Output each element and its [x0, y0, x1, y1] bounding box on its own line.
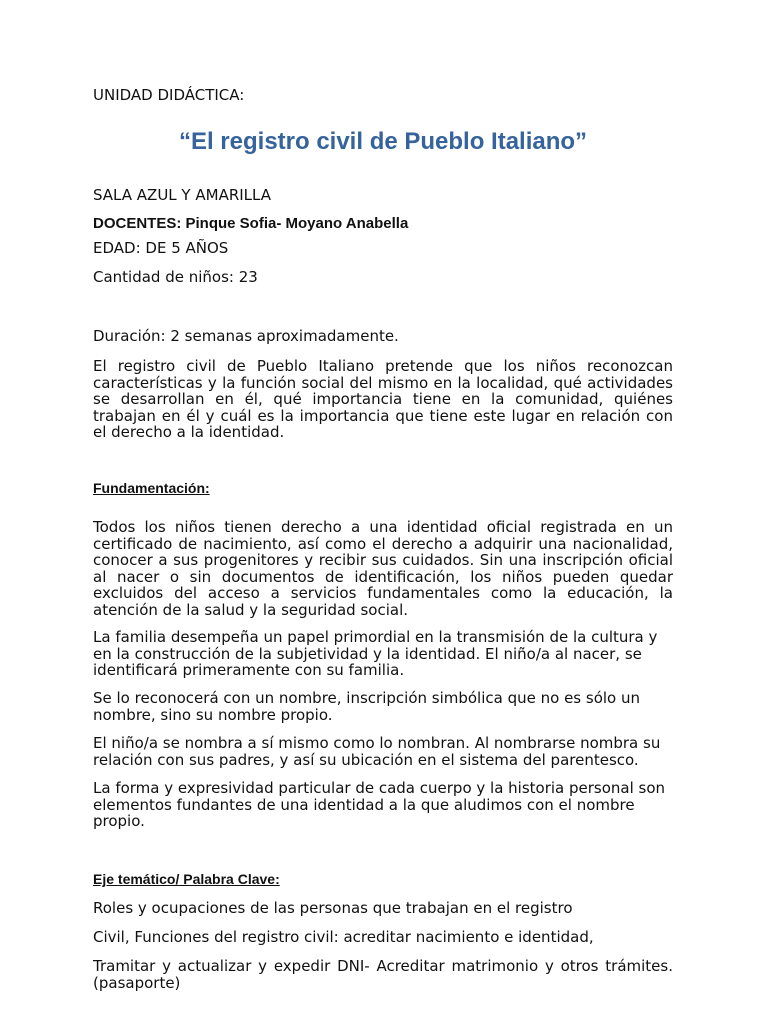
fundamentacion-paragraph-1: Todos los niños tienen derecho a una identidad oficial registrada en un certificado de nacimiento, así como el derecho a adquirir una nacionalidad, conocer a sus progenitores y recibir sus cuidados. Sin una inscripción oficial al nacer o sin documentos de identificación, los niños pueden quedar excluidos del acceso a servicios fundamentales como la educación, la atención de la salud y la seguridad social.	[93, 518, 673, 619]
fundamentacion-paragraph-4: El niño/a se nombra a sí mismo como lo nombran. Al nombrarse nombra su relación con sus padres, y así su ubicación en el sistema del parentesco.	[93, 734, 661, 769]
docentes-line: DOCENTES: Pinque Sofia- Moyano Anabella	[93, 215, 409, 232]
fundamentacion-paragraph-5: La forma y expresividad particular de cada cuerpo y la historia personal son elementos fundantes de una identidad a la que aludimos con el nombre propio.	[93, 779, 666, 830]
duracion-line: Duración: 2 semanas aproximadamente.	[93, 327, 399, 345]
fundamentacion-paragraph-2: La familia desempeña un papel primordial en la transmisión de la cultura y en la construcción de la subjetividad y la identidad. El niño/a al nacer, se identificará primeramente con su familia.	[93, 628, 658, 679]
eje-line-2: Civil, Funciones del registro civil: acreditar nacimiento e identidad,	[93, 928, 594, 946]
fundamentacion-paragraph-3: Se lo reconocerá con un nombre, inscripción simbólica que no es sólo un nombre, sino su nombre propio.	[93, 689, 641, 724]
unit-label: UNIDAD DIDÁCTICA:	[93, 86, 245, 104]
fundamentacion-heading: Fundamentación:	[93, 480, 210, 496]
intro-paragraph: El registro civil de Pueblo Italiano pretende que los niños reconozcan características y la función social del mismo en la localidad, qué actividades se desarrollan en él, qué importancia tiene en la comunidad, quiénes trabajan en él y cuál es la importancia que tiene este lugar en relación con el derecho a la identidad.	[93, 357, 673, 441]
edad-line: EDAD: DE 5 AÑOS	[93, 239, 229, 257]
document-title: “El registro civil de Pueblo Italiano”	[178, 128, 588, 155]
eje-line-1: Roles y ocupaciones de las personas que trabajan en el registro	[93, 899, 573, 917]
eje-heading: Eje temático/ Palabra Clave:	[93, 871, 280, 887]
cantidad-line: Cantidad de niños: 23	[93, 268, 258, 286]
sala-line: SALA AZUL Y AMARILLA	[93, 186, 271, 204]
eje-line-3: Tramitar y actualizar y expedir DNI- Acreditar matrimonio y otros trámites. (pasaporte)	[93, 957, 673, 992]
